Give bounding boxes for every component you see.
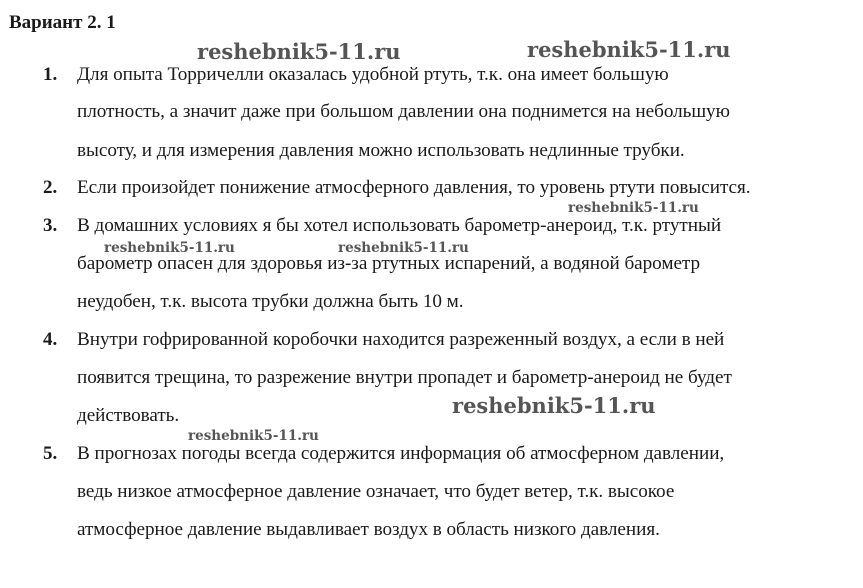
item-1-number: 1. [43, 64, 58, 85]
item-5-line-2: ведь низкое атмосферное давление означает, что будет ветер, т.к. высокое [77, 481, 675, 502]
item-5-line-1: В прогнозах погоды всегда содержится информация об атмосферном давлении, [77, 443, 725, 464]
watermark: reshebnik5-11.ru [568, 200, 699, 216]
item-5-line-3: атмосферное давление выдавливает воздух в область низкого давления. [77, 519, 660, 540]
item-4-line-1: Внутри гофрированной коробочки находится разреженный воздух, а если в ней [77, 329, 725, 350]
item-2-line-1: Если произойдет понижение атмосферного давления, то уровень ртути повысится. [77, 177, 751, 198]
item-1-line-1: Для опыта Торричелли оказалась удобной ртуть, т.к. она имеет большую [77, 64, 669, 85]
watermark: reshebnik5-11.ru [452, 393, 656, 418]
watermark: reshebnik5-11.ru [197, 39, 401, 64]
watermark: reshebnik5-11.ru [338, 240, 469, 256]
page-title: Вариант 2. 1 [9, 12, 116, 33]
item-3-number: 3. [43, 215, 58, 236]
item-3-line-2: барометр опасен для здоровья из-за ртутных испарений, а водяной барометр [77, 253, 701, 274]
item-5-number: 5. [43, 443, 58, 464]
item-4-number: 4. [43, 329, 58, 350]
watermark: reshebnik5-11.ru [188, 428, 319, 444]
item-4-line-2: появится трещина, то разрежение внутри пропадет и барометр-анероид не будет [77, 367, 732, 388]
watermark: reshebnik5-11.ru [104, 240, 235, 256]
item-2-number: 2. [43, 177, 58, 198]
item-3-line-1: В домашних условиях я бы хотел использовать барометр-анероид, т.к. ртутный [77, 215, 722, 236]
item-1-line-3: высоту, и для измерения давления можно использовать недлинные трубки. [77, 140, 685, 161]
watermark: reshebnik5-11.ru [527, 37, 731, 62]
item-4-line-3: действовать. [77, 405, 180, 426]
item-3-line-3: неудобен, т.к. высота трубки должна быть 10 м. [77, 291, 464, 312]
item-1-line-2: плотность, а значит даже при большом давлении она поднимется на небольшую [77, 101, 730, 122]
